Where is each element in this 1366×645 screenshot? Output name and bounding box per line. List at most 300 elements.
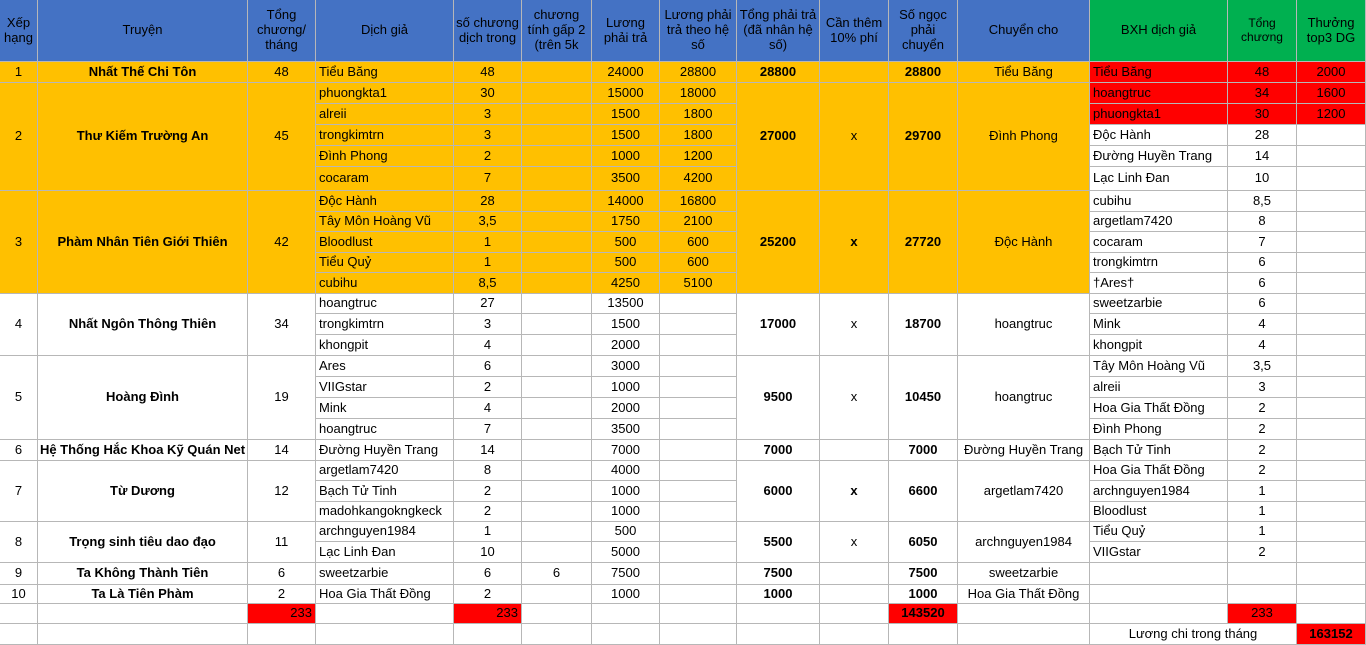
translator-cell[interactable]: alreii	[316, 104, 454, 125]
empty-cell	[1090, 563, 1228, 585]
double-cell	[522, 212, 592, 232]
empty-cell	[660, 624, 737, 645]
ranking-name[interactable]: alreii	[1090, 377, 1228, 398]
ranking-bonus	[1297, 125, 1366, 146]
translator-cell[interactable]: Tiểu Băng	[316, 62, 454, 83]
empty-cell	[958, 604, 1090, 624]
ranking-bonus	[1297, 542, 1366, 563]
extra-fee-cell	[820, 440, 889, 461]
rank-cell: 10	[0, 585, 38, 604]
ranking-name[interactable]: Lạc Linh Đan	[1090, 167, 1228, 191]
story-title[interactable]: Nhất Ngôn Thông Thiên	[38, 294, 248, 356]
ranking-bonus	[1297, 335, 1366, 356]
translator-cell[interactable]: cubihu	[316, 273, 454, 294]
translator-cell[interactable]: trongkimtrn	[316, 125, 454, 146]
ranking-total: 2	[1228, 461, 1297, 481]
transfer-to-cell: argetlam7420	[958, 461, 1090, 522]
ranking-total: 2	[1228, 398, 1297, 419]
empty-cell	[38, 624, 248, 645]
chapters-cell: 3,5	[454, 212, 522, 232]
story-title[interactable]: Nhất Thế Chi Tôn	[38, 62, 248, 83]
chapters-cell: 2	[454, 146, 522, 167]
double-cell	[522, 62, 592, 83]
header-bonus: Thưởng top3 DG	[1297, 0, 1366, 62]
rank-cell: 6	[0, 440, 38, 461]
salary-coef-cell	[660, 522, 737, 542]
header-salary-coef: Lương phải trả theo hệ số	[660, 0, 737, 62]
salary-cell: 5000	[592, 542, 660, 563]
ranking-bonus	[1297, 356, 1366, 377]
story-total-chapters: 48	[248, 62, 316, 83]
salary-coef-cell	[660, 335, 737, 356]
ranking-bonus	[1297, 167, 1366, 191]
total-pay-cell: 7000	[737, 440, 820, 461]
ranking-name[interactable]: argetlam7420	[1090, 212, 1228, 232]
transfer-to-cell: sweetzarbie	[958, 563, 1090, 585]
total-pay-cell: 9500	[737, 356, 820, 440]
chapters-cell: 3	[454, 104, 522, 125]
translator-cell[interactable]: Bloodlust	[316, 232, 454, 253]
story-title[interactable]: Từ Dương	[38, 461, 248, 522]
double-cell	[522, 585, 592, 604]
salary-coef-cell	[660, 481, 737, 502]
double-cell	[522, 314, 592, 335]
salary-cell: 14000	[592, 191, 660, 212]
salary-coef-cell: 28800	[660, 62, 737, 83]
empty-cell	[1297, 563, 1366, 585]
double-cell	[522, 419, 592, 440]
header-rank: Xếp hạng	[0, 0, 38, 62]
translator-cell[interactable]: argetlam7420	[316, 461, 454, 481]
ranking-name[interactable]: sweetzarbie	[1090, 294, 1228, 314]
ranking-bonus: 2000	[1297, 62, 1366, 83]
salary-cell: 1500	[592, 104, 660, 125]
gems-cell: 10450	[889, 356, 958, 440]
ranking-total: 34	[1228, 83, 1297, 104]
rank-cell: 3	[0, 191, 38, 294]
salary-cell: 1000	[592, 585, 660, 604]
ranking-total: 1	[1228, 481, 1297, 502]
empty-cell	[1228, 563, 1297, 585]
total-pay-cell: 17000	[737, 294, 820, 356]
translator-cell[interactable]: Tiểu Quỷ	[316, 253, 454, 273]
story-title[interactable]: Thư Kiếm Trường An	[38, 83, 248, 191]
double-cell: 6	[522, 563, 592, 585]
ranking-name[interactable]: Mink	[1090, 314, 1228, 335]
translator-cell[interactable]: hoangtruc	[316, 294, 454, 314]
empty-cell	[1297, 604, 1366, 624]
salary-coef-cell	[660, 461, 737, 481]
chapters-cell: 6	[454, 563, 522, 585]
double-cell	[522, 253, 592, 273]
salary-cell: 7500	[592, 563, 660, 585]
story-title[interactable]: Ta Là Tiên Phàm	[38, 585, 248, 604]
translator-cell[interactable]: Bạch Tử Tinh	[316, 481, 454, 502]
ranking-bonus	[1297, 419, 1366, 440]
empty-cell	[820, 624, 889, 645]
gems-cell: 6600	[889, 461, 958, 522]
salary-cell: 1000	[592, 377, 660, 398]
salary-cell: 1000	[592, 481, 660, 502]
salary-coef-cell	[660, 502, 737, 522]
empty-cell	[0, 624, 38, 645]
empty-cell	[660, 604, 737, 624]
rank-cell: 8	[0, 522, 38, 563]
salary-coef-cell	[660, 419, 737, 440]
ranking-name[interactable]: Hoa Gia Thất Đồng	[1090, 398, 1228, 419]
salary-coef-cell	[660, 585, 737, 604]
salary-cell: 1500	[592, 125, 660, 146]
empty-cell	[316, 624, 454, 645]
salary-coef-cell	[660, 440, 737, 461]
chapters-cell: 8	[454, 461, 522, 481]
ranking-name[interactable]: phuongkta1	[1090, 104, 1228, 125]
extra-fee-cell: x	[820, 356, 889, 440]
ranking-bonus	[1297, 212, 1366, 232]
ranking-total: 2	[1228, 542, 1297, 563]
rank-cell: 5	[0, 356, 38, 440]
empty-cell	[522, 624, 592, 645]
translator-cell[interactable]: hoangtruc	[316, 419, 454, 440]
empty-cell	[592, 624, 660, 645]
ranking-bonus	[1297, 314, 1366, 335]
ranking-name[interactable]: †Ares†	[1090, 273, 1228, 294]
story-total-chapters: 34	[248, 294, 316, 356]
chapters-cell: 2	[454, 481, 522, 502]
translator-cell[interactable]: trongkimtrn	[316, 314, 454, 335]
transfer-to-cell: Độc Hành	[958, 191, 1090, 294]
ranking-total: 4	[1228, 314, 1297, 335]
total-pay-cell: 7500	[737, 563, 820, 585]
ranking-name[interactable]: Bạch Tử Tinh	[1090, 440, 1228, 461]
ranking-name[interactable]: hoangtruc	[1090, 83, 1228, 104]
story-total-chapters: 14	[248, 440, 316, 461]
ranking-name[interactable]: VIIGstar	[1090, 542, 1228, 563]
total-pay-cell: 28800	[737, 62, 820, 83]
rank-cell: 4	[0, 294, 38, 356]
salary-coef-cell: 5100	[660, 273, 737, 294]
transfer-to-cell: Đường Huyền Trang	[958, 440, 1090, 461]
salary-cell: 13500	[592, 294, 660, 314]
empty-cell	[316, 604, 454, 624]
salary-cell: 15000	[592, 83, 660, 104]
extra-fee-cell	[820, 62, 889, 83]
salary-coef-cell	[660, 398, 737, 419]
double-cell	[522, 104, 592, 125]
translator-cell[interactable]: khongpit	[316, 335, 454, 356]
header-ranking-total: Tổng chương	[1228, 0, 1297, 62]
extra-fee-cell: x	[820, 294, 889, 356]
chapters-cell: 7	[454, 419, 522, 440]
story-total-chapters: 19	[248, 356, 316, 440]
ranking-bonus	[1297, 461, 1366, 481]
translator-cell[interactable]: Tây Môn Hoàng Vũ	[316, 212, 454, 232]
ranking-bonus	[1297, 273, 1366, 294]
extra-fee-cell	[820, 585, 889, 604]
ranking-name[interactable]: Tiểu Băng	[1090, 62, 1228, 83]
ranking-total: 30	[1228, 104, 1297, 125]
transfer-to-cell: Tiểu Băng	[958, 62, 1090, 83]
double-cell	[522, 542, 592, 563]
ranking-total: 14	[1228, 146, 1297, 167]
ranking-total: 6	[1228, 273, 1297, 294]
translator-cell[interactable]: Đình Phong	[316, 146, 454, 167]
ranking-name[interactable]: khongpit	[1090, 335, 1228, 356]
story-total-chapters: 12	[248, 461, 316, 522]
double-cell	[522, 440, 592, 461]
salary-cell: 2000	[592, 335, 660, 356]
extra-fee-cell	[820, 563, 889, 585]
ranking-name[interactable]: Bloodlust	[1090, 502, 1228, 522]
ranking-bonus	[1297, 502, 1366, 522]
story-total-chapters: 11	[248, 522, 316, 563]
chapters-translated-sum: 233	[454, 604, 522, 624]
ranking-total: 6	[1228, 253, 1297, 273]
total-pay-cell: 25200	[737, 191, 820, 294]
extra-fee-cell: x	[820, 522, 889, 563]
ranking-name[interactable]: Hoa Gia Thất Đồng	[1090, 461, 1228, 481]
salary-cell: 500	[592, 522, 660, 542]
translator-cell[interactable]: Đường Huyền Trang	[316, 440, 454, 461]
translator-cell[interactable]: cocaram	[316, 167, 454, 191]
chapters-cell: 28	[454, 191, 522, 212]
story-total-chapters: 42	[248, 191, 316, 294]
translator-cell[interactable]: archnguyen1984	[316, 522, 454, 542]
ranking-name[interactable]: Đình Phong	[1090, 419, 1228, 440]
chapters-cell: 14	[454, 440, 522, 461]
salary-cell: 1000	[592, 146, 660, 167]
story-title[interactable]: Hoàng Đình	[38, 356, 248, 440]
salary-coef-cell: 1800	[660, 125, 737, 146]
translator-cell[interactable]: Lạc Linh Đan	[316, 542, 454, 563]
ranking-total: 28	[1228, 125, 1297, 146]
ranking-name[interactable]: Đường Huyền Trang	[1090, 146, 1228, 167]
gems-cell: 7500	[889, 563, 958, 585]
gems-cell: 1000	[889, 585, 958, 604]
ranking-bonus	[1297, 481, 1366, 502]
ranking-total-sum: 233	[1228, 604, 1297, 624]
rank-cell: 1	[0, 62, 38, 83]
story-title[interactable]: Trọng sinh tiêu dao đạo	[38, 522, 248, 563]
header-total-salary: Tổng phải trả (đã nhân hệ số)	[737, 0, 820, 62]
double-cell	[522, 502, 592, 522]
ranking-name[interactable]: Tiểu Quỷ	[1090, 522, 1228, 542]
header-double-chapters: chương tính gấp 2 (trên 5k	[522, 0, 592, 62]
header-gems: Số ngọc phải chuyển	[889, 0, 958, 62]
salary-cell: 500	[592, 232, 660, 253]
transfer-to-cell: Hoa Gia Thất Đồng	[958, 585, 1090, 604]
salary-coef-cell: 2100	[660, 212, 737, 232]
gems-sum: 143520	[889, 604, 958, 624]
story-total-chapters: 45	[248, 83, 316, 191]
salary-coef-cell	[660, 377, 737, 398]
ranking-total: 8	[1228, 212, 1297, 232]
translator-cell[interactable]: Hoa Gia Thất Đồng	[316, 585, 454, 604]
ranking-bonus: 1200	[1297, 104, 1366, 125]
empty-cell	[1228, 585, 1297, 604]
gems-cell: 29700	[889, 83, 958, 191]
extra-fee-cell: x	[820, 191, 889, 294]
empty-cell	[820, 604, 889, 624]
ranking-total: 1	[1228, 502, 1297, 522]
ranking-total: 48	[1228, 62, 1297, 83]
salary-coef-cell: 4200	[660, 167, 737, 191]
total-pay-cell: 27000	[737, 83, 820, 191]
chapters-cell: 3	[454, 314, 522, 335]
total-chapters-sum: 233	[248, 604, 316, 624]
double-cell	[522, 294, 592, 314]
header-chapters-translated: số chương dịch trong	[454, 0, 522, 62]
ranking-bonus	[1297, 522, 1366, 542]
salary-cell: 3500	[592, 167, 660, 191]
ranking-bonus: 1600	[1297, 83, 1366, 104]
ranking-bonus	[1297, 253, 1366, 273]
total-pay-cell: 1000	[737, 585, 820, 604]
chapters-cell: 4	[454, 335, 522, 356]
salary-cell: 24000	[592, 62, 660, 83]
chapters-cell: 1	[454, 253, 522, 273]
transfer-to-cell: hoangtruc	[958, 294, 1090, 356]
header-transfer-to: Chuyển cho	[958, 0, 1090, 62]
empty-cell	[1090, 604, 1228, 624]
double-cell	[522, 481, 592, 502]
gems-cell: 18700	[889, 294, 958, 356]
ranking-total: 6	[1228, 294, 1297, 314]
empty-cell	[737, 604, 820, 624]
ranking-bonus	[1297, 146, 1366, 167]
header-story: Truyện	[38, 0, 248, 62]
double-cell	[522, 125, 592, 146]
salary-cell: 3000	[592, 356, 660, 377]
story-title[interactable]: Hệ Thống Hắc Khoa Kỹ Quán Net	[38, 440, 248, 461]
salary-cell: 500	[592, 253, 660, 273]
empty-cell	[592, 604, 660, 624]
story-total-chapters: 6	[248, 563, 316, 585]
translator-cell[interactable]: VIIGstar	[316, 377, 454, 398]
monthly-salary-label: Lương chi trong tháng	[1090, 624, 1297, 645]
translator-cell[interactable]: Mink	[316, 398, 454, 419]
transfer-to-cell: archnguyen1984	[958, 522, 1090, 563]
extra-fee-cell: x	[820, 461, 889, 522]
ranking-name[interactable]: Độc Hành	[1090, 125, 1228, 146]
ranking-total: 3,5	[1228, 356, 1297, 377]
translator-cell[interactable]: madohkangokngkeck	[316, 502, 454, 522]
double-cell	[522, 167, 592, 191]
chapters-cell: 1	[454, 232, 522, 253]
ranking-total: 3	[1228, 377, 1297, 398]
ranking-total: 2	[1228, 440, 1297, 461]
translator-cell[interactable]: phuongkta1	[316, 83, 454, 104]
chapters-cell: 7	[454, 167, 522, 191]
ranking-name[interactable]: cocaram	[1090, 232, 1228, 253]
translator-cell[interactable]: sweetzarbie	[316, 563, 454, 585]
transfer-to-cell: Đình Phong	[958, 83, 1090, 191]
chapters-cell: 48	[454, 62, 522, 83]
empty-cell	[38, 604, 248, 624]
empty-cell	[889, 624, 958, 645]
ranking-name[interactable]: cubihu	[1090, 191, 1228, 212]
gems-cell: 28800	[889, 62, 958, 83]
double-cell	[522, 356, 592, 377]
ranking-name[interactable]: trongkimtrn	[1090, 253, 1228, 273]
salary-cell: 1750	[592, 212, 660, 232]
salary-coef-cell: 600	[660, 232, 737, 253]
ranking-bonus	[1297, 294, 1366, 314]
translator-cell[interactable]: Độc Hành	[316, 191, 454, 212]
total-pay-cell: 6000	[737, 461, 820, 522]
ranking-bonus	[1297, 377, 1366, 398]
salary-coef-cell: 1200	[660, 146, 737, 167]
chapters-cell: 27	[454, 294, 522, 314]
salary-coef-cell	[660, 563, 737, 585]
total-pay-cell: 5500	[737, 522, 820, 563]
ranking-bonus	[1297, 398, 1366, 419]
ranking-name[interactable]: archnguyen1984	[1090, 481, 1228, 502]
salary-coef-cell	[660, 542, 737, 563]
salary-coef-cell: 18000	[660, 83, 737, 104]
translator-cell[interactable]: Ares	[316, 356, 454, 377]
story-title[interactable]: Ta Không Thành Tiên	[38, 563, 248, 585]
ranking-name[interactable]: Tây Môn Hoàng Vũ	[1090, 356, 1228, 377]
transfer-to-cell: hoangtruc	[958, 356, 1090, 440]
rank-cell: 2	[0, 83, 38, 191]
empty-cell	[1297, 585, 1366, 604]
extra-fee-cell: x	[820, 83, 889, 191]
empty-cell	[248, 624, 316, 645]
header-ranking: BXH dịch giả	[1090, 0, 1228, 62]
salary-coef-cell	[660, 314, 737, 335]
salary-cell: 4000	[592, 461, 660, 481]
rank-cell: 9	[0, 563, 38, 585]
double-cell	[522, 191, 592, 212]
chapters-cell: 2	[454, 502, 522, 522]
chapters-cell: 3	[454, 125, 522, 146]
chapters-cell: 1	[454, 522, 522, 542]
chapters-cell: 10	[454, 542, 522, 563]
header-total-chapters-month: Tổng chương/ tháng	[248, 0, 316, 62]
empty-cell	[1090, 585, 1228, 604]
empty-cell	[522, 604, 592, 624]
chapters-cell: 2	[454, 377, 522, 398]
double-cell	[522, 83, 592, 104]
salary-cell: 1000	[592, 502, 660, 522]
double-cell	[522, 398, 592, 419]
story-title[interactable]: Phàm Nhân Tiên Giới Thiên	[38, 191, 248, 294]
ranking-total: 1	[1228, 522, 1297, 542]
ranking-total: 7	[1228, 232, 1297, 253]
salary-cell: 1500	[592, 314, 660, 335]
salary-cell: 4250	[592, 273, 660, 294]
salary-cell: 7000	[592, 440, 660, 461]
rank-cell: 7	[0, 461, 38, 522]
ranking-bonus	[1297, 232, 1366, 253]
double-cell	[522, 335, 592, 356]
salary-coef-cell: 1800	[660, 104, 737, 125]
chapters-cell: 6	[454, 356, 522, 377]
chapters-cell: 4	[454, 398, 522, 419]
chapters-cell: 2	[454, 585, 522, 604]
salary-cell: 2000	[592, 398, 660, 419]
gems-cell: 6050	[889, 522, 958, 563]
double-cell	[522, 461, 592, 481]
salary-coef-cell	[660, 356, 737, 377]
double-cell	[522, 232, 592, 253]
salary-coef-cell: 16800	[660, 191, 737, 212]
story-total-chapters: 2	[248, 585, 316, 604]
double-cell	[522, 273, 592, 294]
gems-cell: 7000	[889, 440, 958, 461]
double-cell	[522, 522, 592, 542]
